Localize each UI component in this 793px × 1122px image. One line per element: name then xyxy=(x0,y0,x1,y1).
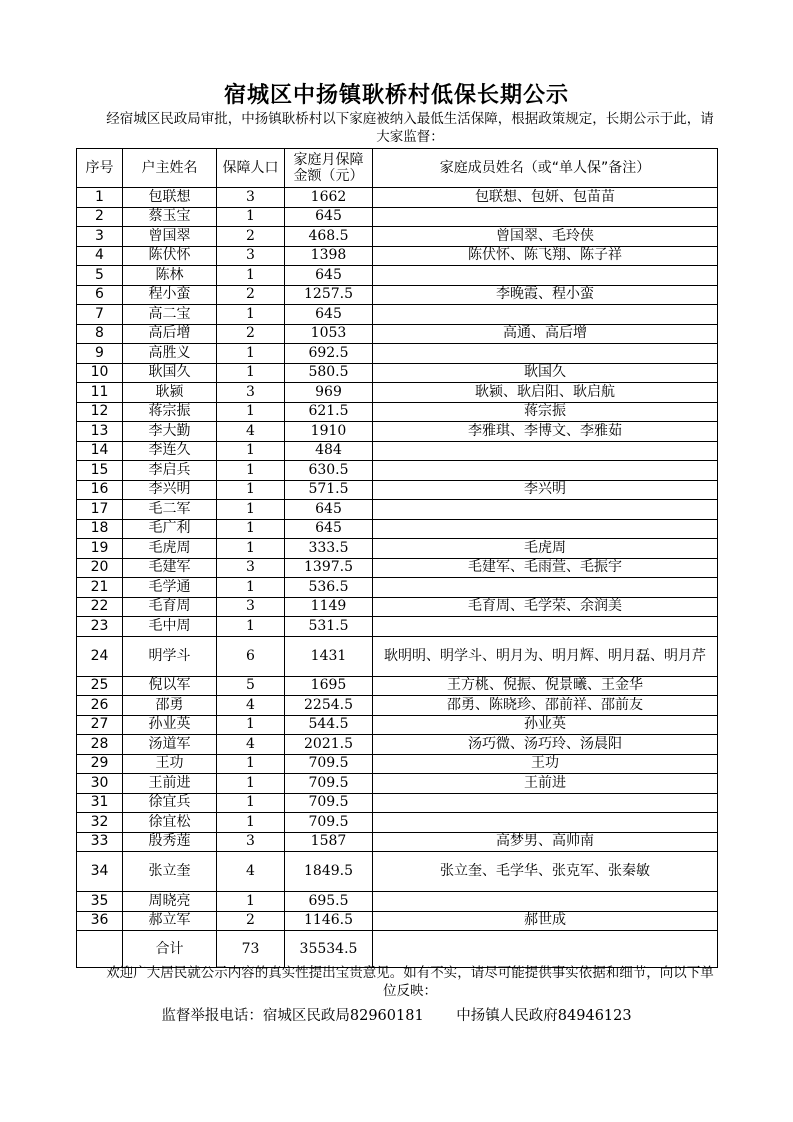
row-seq: 33 xyxy=(77,832,123,852)
row-people: 3 xyxy=(217,246,285,266)
row-people: 1 xyxy=(217,892,285,912)
row-name: 耿国久 xyxy=(123,363,217,383)
row-seq: 5 xyxy=(77,266,123,286)
row-people: 1 xyxy=(217,480,285,500)
row-seq: 1 xyxy=(77,188,123,208)
table-body xyxy=(77,188,718,931)
row-amount: 1695 xyxy=(285,676,373,696)
row-name: 倪以军 xyxy=(123,676,217,696)
table-row xyxy=(77,676,718,696)
row-seq: 10 xyxy=(77,363,123,383)
row-people: 2 xyxy=(217,911,285,931)
row-amount: 969 xyxy=(285,383,373,403)
table-row xyxy=(77,578,718,598)
row-amount: 1849.5 xyxy=(285,852,373,892)
row-amount: 645 xyxy=(285,305,373,325)
table-row xyxy=(77,774,718,794)
row-seq: 35 xyxy=(77,892,123,912)
header-name: 户主姓名 xyxy=(123,149,217,188)
row-name: 曾国翠 xyxy=(123,227,217,247)
row-seq: 18 xyxy=(77,519,123,539)
row-name: 毛建军 xyxy=(123,558,217,578)
row-people: 1 xyxy=(217,715,285,735)
row-seq: 4 xyxy=(77,246,123,266)
header-members: 家庭成员姓名（或“单人保”备注） xyxy=(373,149,718,188)
row-name: 汤道军 xyxy=(123,735,217,755)
table-row xyxy=(77,793,718,813)
row-name: 蔡玉宝 xyxy=(123,207,217,227)
row-amount: 645 xyxy=(285,266,373,286)
row-members: 王前进 xyxy=(373,774,718,794)
row-seq: 22 xyxy=(77,597,123,617)
row-seq: 11 xyxy=(77,383,123,403)
row-people: 4 xyxy=(217,852,285,892)
row-people: 1 xyxy=(217,207,285,227)
row-amount: 645 xyxy=(285,207,373,227)
table-row xyxy=(77,500,718,520)
row-people: 3 xyxy=(217,832,285,852)
row-seq: 16 xyxy=(77,480,123,500)
row-people: 2 xyxy=(217,285,285,305)
row-people: 3 xyxy=(217,188,285,208)
row-amount: 1398 xyxy=(285,246,373,266)
table-row xyxy=(77,246,718,266)
row-seq: 23 xyxy=(77,617,123,637)
row-amount: 1149 xyxy=(285,597,373,617)
table-row xyxy=(77,519,718,539)
row-name: 陈林 xyxy=(123,266,217,286)
hotline-district: 监督举报电话：宿城区民政局82960181 xyxy=(161,1008,424,1024)
row-name: 王前进 xyxy=(123,774,217,794)
row-people: 2 xyxy=(217,227,285,247)
row-amount: 709.5 xyxy=(285,813,373,833)
row-amount: 1257.5 xyxy=(285,285,373,305)
row-members: 毛育周、毛学荣、余润美 xyxy=(373,597,718,617)
row-amount: 1662 xyxy=(285,188,373,208)
table-row xyxy=(77,344,718,364)
row-amount: 1397.5 xyxy=(285,558,373,578)
row-members xyxy=(373,441,718,461)
row-members: 李晚霞、程小蛮 xyxy=(373,285,718,305)
table-row xyxy=(77,696,718,716)
table-row xyxy=(77,832,718,852)
row-people: 6 xyxy=(217,636,285,676)
row-members xyxy=(373,578,718,598)
row-amount: 468.5 xyxy=(285,227,373,247)
table-row xyxy=(77,597,718,617)
total-label: 合计 xyxy=(123,931,217,968)
row-amount: 1431 xyxy=(285,636,373,676)
row-name: 殷秀莲 xyxy=(123,832,217,852)
table-row xyxy=(77,480,718,500)
row-members: 李兴明 xyxy=(373,480,718,500)
row-amount: 2254.5 xyxy=(285,696,373,716)
row-amount: 531.5 xyxy=(285,617,373,637)
row-name: 毛中周 xyxy=(123,617,217,637)
row-members: 高通、高后增 xyxy=(373,324,718,344)
table-row xyxy=(77,892,718,912)
row-members xyxy=(373,344,718,364)
row-people: 1 xyxy=(217,793,285,813)
row-people: 1 xyxy=(217,578,285,598)
row-amount: 621.5 xyxy=(285,402,373,422)
row-members xyxy=(373,207,718,227)
row-name: 王功 xyxy=(123,754,217,774)
table-row xyxy=(77,383,718,403)
row-seq: 9 xyxy=(77,344,123,364)
row-seq: 7 xyxy=(77,305,123,325)
total-members xyxy=(373,931,718,968)
row-amount: 536.5 xyxy=(285,578,373,598)
row-members xyxy=(373,892,718,912)
row-people: 1 xyxy=(217,617,285,637)
row-people: 4 xyxy=(217,422,285,442)
table-row xyxy=(77,461,718,481)
row-people: 1 xyxy=(217,266,285,286)
row-members xyxy=(373,500,718,520)
total-row xyxy=(77,931,718,968)
row-amount: 2021.5 xyxy=(285,735,373,755)
row-seq: 34 xyxy=(77,852,123,892)
row-members: 张立奎、毛学华、张克军、张秦敏 xyxy=(373,852,718,892)
footer-notice: 欢迎广大居民就公示内容的真实性提出宝贵意见。如有不实，请尽可能提供事实依据和细节，向以下单位反映： xyxy=(106,965,714,999)
row-seq: 31 xyxy=(77,793,123,813)
row-members xyxy=(373,461,718,481)
row-members: 曾国翠、毛玲侠 xyxy=(373,227,718,247)
row-amount: 645 xyxy=(285,519,373,539)
row-name: 高胜义 xyxy=(123,344,217,364)
table-row xyxy=(77,617,718,637)
row-name: 邵勇 xyxy=(123,696,217,716)
row-amount: 709.5 xyxy=(285,754,373,774)
row-name: 毛二军 xyxy=(123,500,217,520)
row-amount: 333.5 xyxy=(285,539,373,559)
row-seq: 29 xyxy=(77,754,123,774)
row-members: 孙业英 xyxy=(373,715,718,735)
row-people: 1 xyxy=(217,363,285,383)
table-row xyxy=(77,285,718,305)
row-name: 毛虎周 xyxy=(123,539,217,559)
row-people: 1 xyxy=(217,441,285,461)
row-people: 3 xyxy=(217,597,285,617)
row-members: 王功 xyxy=(373,754,718,774)
row-name: 郝立军 xyxy=(123,911,217,931)
total-seq xyxy=(77,931,123,968)
row-members: 蒋宗振 xyxy=(373,402,718,422)
row-people: 3 xyxy=(217,383,285,403)
table-row xyxy=(77,636,718,676)
header-people: 保障人口 xyxy=(217,149,285,188)
row-members xyxy=(373,519,718,539)
row-members xyxy=(373,793,718,813)
row-members: 邵勇、陈晓珍、邵前祥、邵前友 xyxy=(373,696,718,716)
row-amount: 580.5 xyxy=(285,363,373,383)
table-row xyxy=(77,813,718,833)
total-people: 73 xyxy=(217,931,285,968)
row-members: 郝世成 xyxy=(373,911,718,931)
row-name: 毛广利 xyxy=(123,519,217,539)
row-name: 高二宝 xyxy=(123,305,217,325)
row-amount: 692.5 xyxy=(285,344,373,364)
table-row xyxy=(77,363,718,383)
row-members: 李雅琪、李博文、李雅茹 xyxy=(373,422,718,442)
table-row xyxy=(77,735,718,755)
row-seq: 14 xyxy=(77,441,123,461)
row-amount: 695.5 xyxy=(285,892,373,912)
table-row xyxy=(77,558,718,578)
row-name: 李兴明 xyxy=(123,480,217,500)
table-row xyxy=(77,539,718,559)
row-seq: 30 xyxy=(77,774,123,794)
row-people: 1 xyxy=(217,344,285,364)
row-amount: 484 xyxy=(285,441,373,461)
row-amount: 1587 xyxy=(285,832,373,852)
total-amount: 35534.5 xyxy=(285,931,373,968)
row-name: 耿颍 xyxy=(123,383,217,403)
row-amount: 709.5 xyxy=(285,774,373,794)
row-amount: 645 xyxy=(285,500,373,520)
row-members: 毛虎周 xyxy=(373,539,718,559)
row-name: 毛育周 xyxy=(123,597,217,617)
row-amount: 1910 xyxy=(285,422,373,442)
row-seq: 26 xyxy=(77,696,123,716)
row-name: 程小蛮 xyxy=(123,285,217,305)
row-members xyxy=(373,617,718,637)
row-amount: 630.5 xyxy=(285,461,373,481)
table-row xyxy=(77,266,718,286)
row-seq: 21 xyxy=(77,578,123,598)
intro-text: 经宿城区民政局审批，中扬镇耿桥村以下家庭被纳入最低生活保障，根据政策规定，长期公示于此，请大家监督： xyxy=(106,111,714,145)
row-members: 毛建军、毛雨萱、毛振宇 xyxy=(373,558,718,578)
row-members: 耿颍、耿启阳、耿启航 xyxy=(373,383,718,403)
row-name: 蒋宗振 xyxy=(123,402,217,422)
row-name: 李大勤 xyxy=(123,422,217,442)
row-name: 李连久 xyxy=(123,441,217,461)
row-members: 汤巧微、汤巧玲、汤晨阳 xyxy=(373,735,718,755)
header-amount: 家庭月保障金额（元） xyxy=(285,149,373,188)
row-people: 3 xyxy=(217,558,285,578)
table-row xyxy=(77,852,718,892)
row-seq: 13 xyxy=(77,422,123,442)
row-seq: 36 xyxy=(77,911,123,931)
row-members xyxy=(373,813,718,833)
table-row xyxy=(77,911,718,931)
row-seq: 2 xyxy=(77,207,123,227)
header-seq: 序号 xyxy=(77,149,123,188)
row-seq: 25 xyxy=(77,676,123,696)
row-seq: 24 xyxy=(77,636,123,676)
table-row xyxy=(77,305,718,325)
row-seq: 6 xyxy=(77,285,123,305)
row-people: 1 xyxy=(217,813,285,833)
row-name: 包联想 xyxy=(123,188,217,208)
row-name: 李启兵 xyxy=(123,461,217,481)
table-row xyxy=(77,324,718,344)
row-seq: 3 xyxy=(77,227,123,247)
row-members: 高梦男、高帅南 xyxy=(373,832,718,852)
table-row xyxy=(77,715,718,735)
footer-hotline xyxy=(0,1004,793,1025)
row-amount: 571.5 xyxy=(285,480,373,500)
row-people: 1 xyxy=(217,305,285,325)
row-name: 毛学通 xyxy=(123,578,217,598)
row-name: 张立奎 xyxy=(123,852,217,892)
page-title: 宿城区中扬镇耿桥村低保长期公示 xyxy=(223,83,569,108)
row-seq: 12 xyxy=(77,402,123,422)
row-people: 1 xyxy=(217,519,285,539)
row-members: 陈伏怀、陈飞翔、陈子祥 xyxy=(373,246,718,266)
table-row xyxy=(77,754,718,774)
row-people: 1 xyxy=(217,774,285,794)
row-seq: 28 xyxy=(77,735,123,755)
row-name: 明学斗 xyxy=(123,636,217,676)
row-seq: 27 xyxy=(77,715,123,735)
row-name: 徐宜兵 xyxy=(123,793,217,813)
table-row xyxy=(77,441,718,461)
row-people: 1 xyxy=(217,754,285,774)
welfare-table xyxy=(76,148,718,968)
table-row xyxy=(77,188,718,208)
row-members: 耿明明、明学斗、明月为、明月辉、明月磊、明月芹 xyxy=(373,636,718,676)
row-members: 耿国久 xyxy=(373,363,718,383)
table-row xyxy=(77,227,718,247)
row-seq: 15 xyxy=(77,461,123,481)
row-seq: 19 xyxy=(77,539,123,559)
row-people: 4 xyxy=(217,696,285,716)
table-header-row xyxy=(77,149,718,188)
row-name: 周晓亮 xyxy=(123,892,217,912)
row-amount: 709.5 xyxy=(285,793,373,813)
row-name: 陈伏怀 xyxy=(123,246,217,266)
row-name: 高后增 xyxy=(123,324,217,344)
row-seq: 32 xyxy=(77,813,123,833)
row-people: 5 xyxy=(217,676,285,696)
row-people: 1 xyxy=(217,500,285,520)
row-seq: 8 xyxy=(77,324,123,344)
hotline-town: 中扬镇人民政府84946123 xyxy=(456,1008,632,1024)
row-people: 2 xyxy=(217,324,285,344)
row-name: 徐宜松 xyxy=(123,813,217,833)
row-amount: 1146.5 xyxy=(285,911,373,931)
row-members xyxy=(373,266,718,286)
row-amount: 544.5 xyxy=(285,715,373,735)
row-people: 1 xyxy=(217,539,285,559)
table-row xyxy=(77,422,718,442)
row-amount: 1053 xyxy=(285,324,373,344)
row-seq: 17 xyxy=(77,500,123,520)
table-row xyxy=(77,402,718,422)
row-members: 包联想、包妍、包苗苗 xyxy=(373,188,718,208)
row-members xyxy=(373,305,718,325)
table-row xyxy=(77,207,718,227)
row-name: 孙业英 xyxy=(123,715,217,735)
row-seq: 20 xyxy=(77,558,123,578)
row-people: 1 xyxy=(217,461,285,481)
row-people: 4 xyxy=(217,735,285,755)
row-people: 1 xyxy=(217,402,285,422)
row-members: 王方桃、倪振、倪景曦、王金华 xyxy=(373,676,718,696)
